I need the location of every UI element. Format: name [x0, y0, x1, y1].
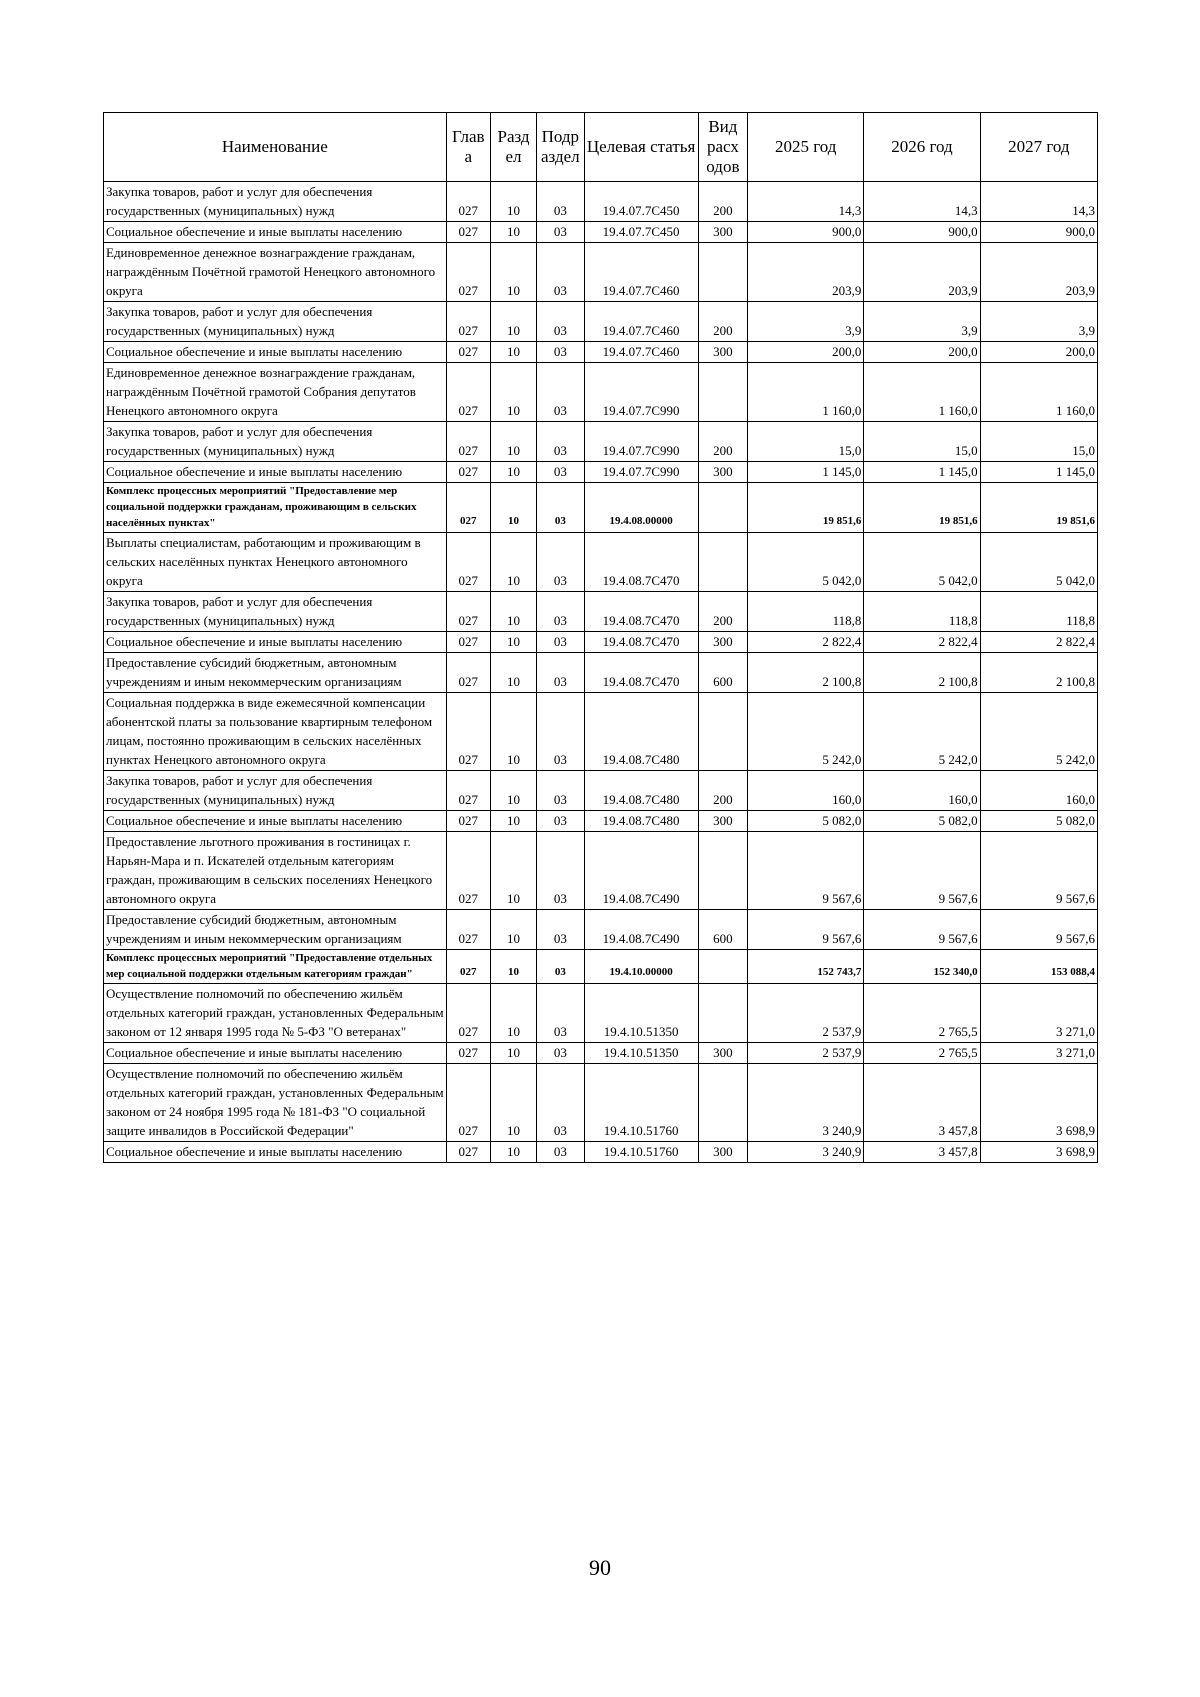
row-vid-cell: 600 — [698, 653, 747, 693]
row-name-cell: Социальное обеспечение и иные выплаты населению — [104, 342, 447, 363]
row-vid-cell — [698, 832, 747, 910]
row-vid-cell — [698, 693, 747, 771]
row-glava-cell: 027 — [446, 653, 490, 693]
row-vid-cell — [698, 483, 747, 533]
row-podrazdel-cell: 03 — [537, 632, 584, 653]
table-row — [104, 653, 1098, 693]
header-vid: Вид расх одов — [698, 113, 747, 182]
header-razdel: Разд ел — [490, 113, 536, 182]
row-2026-cell: 2 822,4 — [864, 632, 980, 653]
row-name-cell: Комплекс процессных мероприятий "Предоставление отдельных мер социальной поддержки отдельным категориям граждан" — [104, 950, 447, 984]
row-razdel-cell: 10 — [490, 653, 536, 693]
row-podrazdel-cell: 03 — [537, 182, 584, 222]
row-glava-cell: 027 — [446, 632, 490, 653]
row-name-cell: Осуществление полномочий по обеспечению жильём отдельных категорий граждан, установленных Федеральным законом от 12 января 1995 года № 5-ФЗ "О ветеранах" — [104, 984, 447, 1043]
row-glava-cell: 027 — [446, 693, 490, 771]
table-row — [104, 462, 1098, 483]
table-row-section — [104, 483, 1098, 533]
row-razdel-cell: 10 — [490, 462, 536, 483]
row-vid-cell: 300 — [698, 462, 747, 483]
row-glava-cell: 027 — [446, 422, 490, 462]
row-podrazdel-cell: 03 — [537, 1142, 584, 1163]
row-podrazdel-cell: 03 — [537, 984, 584, 1043]
row-glava-cell: 027 — [446, 771, 490, 811]
row-razdel-cell: 10 — [490, 632, 536, 653]
row-2027-cell: 118,8 — [980, 592, 1097, 632]
row-2025-cell: 118,8 — [748, 592, 864, 632]
row-2025-cell: 152 743,7 — [748, 950, 864, 984]
budget-table — [103, 112, 1098, 1163]
row-podrazdel-cell: 03 — [537, 693, 584, 771]
row-vid-cell: 300 — [698, 222, 747, 243]
row-target-cell: 19.4.08.7С470 — [584, 592, 698, 632]
row-2027-cell: 19 851,6 — [980, 483, 1097, 533]
row-target-cell: 19.4.08.7С490 — [584, 832, 698, 910]
table-row — [104, 243, 1098, 302]
row-glava-cell: 027 — [446, 342, 490, 363]
row-name-cell: Социальное обеспечение и иные выплаты населению — [104, 632, 447, 653]
row-target-cell: 19.4.07.7С990 — [584, 422, 698, 462]
row-2025-cell: 5 042,0 — [748, 533, 864, 592]
row-2025-cell: 14,3 — [748, 182, 864, 222]
row-2026-cell: 3 457,8 — [864, 1142, 980, 1163]
row-razdel-cell: 10 — [490, 222, 536, 243]
row-2025-cell: 203,9 — [748, 243, 864, 302]
row-target-cell: 19.4.07.7С990 — [584, 363, 698, 422]
row-glava-cell: 027 — [446, 984, 490, 1043]
row-2025-cell: 1 145,0 — [748, 462, 864, 483]
row-razdel-cell: 10 — [490, 811, 536, 832]
row-podrazdel-cell: 03 — [537, 222, 584, 243]
row-vid-cell: 300 — [698, 342, 747, 363]
row-2026-cell: 200,0 — [864, 342, 980, 363]
table-row — [104, 811, 1098, 832]
table-row — [104, 302, 1098, 342]
row-podrazdel-cell: 03 — [537, 462, 584, 483]
row-target-cell: 19.4.07.7С450 — [584, 182, 698, 222]
row-2027-cell: 3 698,9 — [980, 1064, 1097, 1142]
row-name-cell: Единовременное денежное вознаграждение гражданам, награждённым Почётной грамотой Ненецкого автономного округа — [104, 243, 447, 302]
table-row — [104, 422, 1098, 462]
row-2027-cell: 9 567,6 — [980, 832, 1097, 910]
row-2026-cell: 14,3 — [864, 182, 980, 222]
row-name-cell: Комплекс процессных мероприятий "Предоставление мер социальной поддержки гражданам, проживающим в сельских населённых пунктах" — [104, 483, 447, 533]
row-2026-cell: 160,0 — [864, 771, 980, 811]
row-2026-cell: 152 340,0 — [864, 950, 980, 984]
row-2026-cell: 1 145,0 — [864, 462, 980, 483]
row-glava-cell: 027 — [446, 363, 490, 422]
row-razdel-cell: 10 — [490, 243, 536, 302]
row-name-cell: Социальное обеспечение и иные выплаты населению — [104, 1142, 447, 1163]
row-podrazdel-cell: 03 — [537, 422, 584, 462]
row-2027-cell: 1 160,0 — [980, 363, 1097, 422]
row-2027-cell: 5 082,0 — [980, 811, 1097, 832]
row-glava-cell: 027 — [446, 182, 490, 222]
row-target-cell: 19.4.08.7С470 — [584, 653, 698, 693]
row-2026-cell: 118,8 — [864, 592, 980, 632]
page-number: 90 — [589, 1555, 611, 1580]
row-razdel-cell: 10 — [490, 363, 536, 422]
row-glava-cell: 027 — [446, 533, 490, 592]
row-name-cell: Закупка товаров, работ и услуг для обеспечения государственных (муниципальных) нужд — [104, 422, 447, 462]
row-2026-cell: 3 457,8 — [864, 1064, 980, 1142]
row-razdel-cell: 10 — [490, 1043, 536, 1064]
row-2025-cell: 9 567,6 — [748, 832, 864, 910]
table-row — [104, 533, 1098, 592]
row-razdel-cell: 10 — [490, 1064, 536, 1142]
row-2027-cell: 2 822,4 — [980, 632, 1097, 653]
row-2025-cell: 2 100,8 — [748, 653, 864, 693]
row-2027-cell: 203,9 — [980, 243, 1097, 302]
row-2026-cell: 900,0 — [864, 222, 980, 243]
header-2025: 2025 год — [748, 113, 864, 182]
row-razdel-cell: 10 — [490, 422, 536, 462]
header-podrazdel: Подр аздел — [537, 113, 584, 182]
row-2027-cell: 3,9 — [980, 302, 1097, 342]
table-row — [104, 910, 1098, 950]
table-row — [104, 1142, 1098, 1163]
row-razdel-cell: 10 — [490, 483, 536, 533]
row-name-cell: Предоставление льготного проживания в гостиницах г. Нарьян-Мара и п. Искателей отдельным категориям граждан, проживающим в сельских поселениях Ненецкого автономного округа — [104, 832, 447, 910]
row-razdel-cell: 10 — [490, 693, 536, 771]
row-name-cell: Социальное обеспечение и иные выплаты населению — [104, 462, 447, 483]
row-glava-cell: 027 — [446, 1142, 490, 1163]
row-vid-cell: 300 — [698, 632, 747, 653]
row-2027-cell: 5 242,0 — [980, 693, 1097, 771]
row-glava-cell: 027 — [446, 462, 490, 483]
row-name-cell: Социальное обеспечение и иные выплаты населению — [104, 811, 447, 832]
row-2025-cell: 15,0 — [748, 422, 864, 462]
row-2027-cell: 5 042,0 — [980, 533, 1097, 592]
table-row — [104, 771, 1098, 811]
row-target-cell: 19.4.07.7С460 — [584, 243, 698, 302]
row-target-cell: 19.4.10.00000 — [584, 950, 698, 984]
row-glava-cell: 027 — [446, 243, 490, 302]
header-target: Целевая статья — [584, 113, 698, 182]
row-2026-cell: 203,9 — [864, 243, 980, 302]
row-podrazdel-cell: 03 — [537, 771, 584, 811]
row-2026-cell: 1 160,0 — [864, 363, 980, 422]
row-2026-cell: 2 100,8 — [864, 653, 980, 693]
row-razdel-cell: 10 — [490, 832, 536, 910]
row-podrazdel-cell: 03 — [537, 811, 584, 832]
row-2027-cell: 900,0 — [980, 222, 1097, 243]
table-row — [104, 342, 1098, 363]
row-2025-cell: 9 567,6 — [748, 910, 864, 950]
row-name-cell: Социальное обеспечение и иные выплаты населению — [104, 1043, 447, 1064]
row-target-cell: 19.4.07.7С450 — [584, 222, 698, 243]
row-2025-cell: 3 240,9 — [748, 1064, 864, 1142]
row-vid-cell: 200 — [698, 592, 747, 632]
table-row — [104, 1043, 1098, 1064]
row-2027-cell: 15,0 — [980, 422, 1097, 462]
row-vid-cell — [698, 533, 747, 592]
row-glava-cell: 027 — [446, 302, 490, 342]
table-row — [104, 1064, 1098, 1142]
row-target-cell: 19.4.08.7С480 — [584, 811, 698, 832]
row-podrazdel-cell: 03 — [537, 243, 584, 302]
table-body — [104, 182, 1098, 1163]
row-podrazdel-cell: 03 — [537, 302, 584, 342]
header-glava: Глав а — [446, 113, 490, 182]
row-2026-cell: 15,0 — [864, 422, 980, 462]
row-target-cell: 19.4.07.7С460 — [584, 342, 698, 363]
row-2025-cell: 900,0 — [748, 222, 864, 243]
row-target-cell: 19.4.08.7С480 — [584, 693, 698, 771]
row-podrazdel-cell: 03 — [537, 363, 584, 422]
row-podrazdel-cell: 03 — [537, 1043, 584, 1064]
row-name-cell: Закупка товаров, работ и услуг для обеспечения государственных (муниципальных) нужд — [104, 182, 447, 222]
row-2026-cell: 9 567,6 — [864, 910, 980, 950]
header-2027: 2027 год — [980, 113, 1097, 182]
header-name: Наименование — [104, 113, 447, 182]
row-glava-cell: 027 — [446, 1043, 490, 1064]
row-target-cell: 19.4.10.51350 — [584, 1043, 698, 1064]
row-2027-cell: 153 088,4 — [980, 950, 1097, 984]
row-vid-cell: 300 — [698, 811, 747, 832]
row-razdel-cell: 10 — [490, 910, 536, 950]
row-vid-cell — [698, 363, 747, 422]
row-2025-cell: 5 242,0 — [748, 693, 864, 771]
row-razdel-cell: 10 — [490, 533, 536, 592]
row-target-cell: 19.4.07.7С460 — [584, 302, 698, 342]
row-vid-cell — [698, 984, 747, 1043]
row-podrazdel-cell: 03 — [537, 592, 584, 632]
row-glava-cell: 027 — [446, 1064, 490, 1142]
row-2027-cell: 3 698,9 — [980, 1142, 1097, 1163]
row-2027-cell: 14,3 — [980, 182, 1097, 222]
row-2026-cell: 2 765,5 — [864, 1043, 980, 1064]
row-name-cell: Единовременное денежное вознаграждение гражданам, награждённым Почётной грамотой Собрания депутатов Ненецкого автономного округа — [104, 363, 447, 422]
row-vid-cell — [698, 243, 747, 302]
row-target-cell: 19.4.08.7С470 — [584, 632, 698, 653]
row-razdel-cell: 10 — [490, 771, 536, 811]
table-row — [104, 832, 1098, 910]
row-2026-cell: 9 567,6 — [864, 832, 980, 910]
row-2025-cell: 200,0 — [748, 342, 864, 363]
row-razdel-cell: 10 — [490, 182, 536, 222]
row-target-cell: 19.4.08.7С470 — [584, 533, 698, 592]
table-row — [104, 984, 1098, 1043]
row-name-cell: Социальная поддержка в виде ежемесячной компенсации абонентской платы за пользование квартирным телефоном лицам, постоянно проживающим в сельских населённых пунктах Ненецкого автономного округа — [104, 693, 447, 771]
row-vid-cell — [698, 1064, 747, 1142]
row-name-cell: Социальное обеспечение и иные выплаты населению — [104, 222, 447, 243]
row-vid-cell: 200 — [698, 771, 747, 811]
row-razdel-cell: 10 — [490, 302, 536, 342]
row-podrazdel-cell: 03 — [537, 910, 584, 950]
row-podrazdel-cell: 03 — [537, 653, 584, 693]
table-row — [104, 222, 1098, 243]
row-razdel-cell: 10 — [490, 592, 536, 632]
row-name-cell: Закупка товаров, работ и услуг для обеспечения государственных (муниципальных) нужд — [104, 592, 447, 632]
row-2026-cell: 5 082,0 — [864, 811, 980, 832]
row-target-cell: 19.4.07.7С990 — [584, 462, 698, 483]
row-name-cell: Выплаты специалистам, работающим и проживающим в сельских населённых пунктах Ненецкого автономного округа — [104, 533, 447, 592]
row-2025-cell: 2 822,4 — [748, 632, 864, 653]
row-2025-cell: 160,0 — [748, 771, 864, 811]
table-row — [104, 592, 1098, 632]
table-header-row — [104, 113, 1098, 182]
row-2025-cell: 3 240,9 — [748, 1142, 864, 1163]
row-podrazdel-cell: 03 — [537, 483, 584, 533]
row-2027-cell: 9 567,6 — [980, 910, 1097, 950]
table-row-section — [104, 950, 1098, 984]
row-vid-cell: 300 — [698, 1142, 747, 1163]
row-vid-cell: 200 — [698, 302, 747, 342]
row-vid-cell: 200 — [698, 422, 747, 462]
row-glava-cell: 027 — [446, 592, 490, 632]
row-target-cell: 19.4.08.7С490 — [584, 910, 698, 950]
row-glava-cell: 027 — [446, 222, 490, 243]
row-target-cell: 19.4.08.7С480 — [584, 771, 698, 811]
row-glava-cell: 027 — [446, 483, 490, 533]
row-2025-cell: 3,9 — [748, 302, 864, 342]
row-target-cell: 19.4.10.51760 — [584, 1142, 698, 1163]
row-2027-cell: 200,0 — [980, 342, 1097, 363]
table-row — [104, 182, 1098, 222]
row-podrazdel-cell: 03 — [537, 342, 584, 363]
row-glava-cell: 027 — [446, 811, 490, 832]
row-2025-cell: 2 537,9 — [748, 984, 864, 1043]
row-2026-cell: 5 242,0 — [864, 693, 980, 771]
row-2025-cell: 19 851,6 — [748, 483, 864, 533]
row-name-cell: Осуществление полномочий по обеспечению жильём отдельных категорий граждан, установленных Федеральным законом от 24 ноября 1995 года № 181-ФЗ "О социальной защите инвалидов в Российской Федерации" — [104, 1064, 447, 1142]
row-name-cell: Предоставление субсидий бюджетным, автономным учреждениям и иным некоммерческим организациям — [104, 653, 447, 693]
table-row — [104, 693, 1098, 771]
row-vid-cell: 300 — [698, 1043, 747, 1064]
row-podrazdel-cell: 03 — [537, 832, 584, 910]
row-glava-cell: 027 — [446, 910, 490, 950]
row-podrazdel-cell: 03 — [537, 950, 584, 984]
row-2027-cell: 3 271,0 — [980, 1043, 1097, 1064]
row-name-cell: Закупка товаров, работ и услуг для обеспечения государственных (муниципальных) нужд — [104, 771, 447, 811]
row-2025-cell: 2 537,9 — [748, 1043, 864, 1064]
table-row — [104, 363, 1098, 422]
row-2026-cell: 2 765,5 — [864, 984, 980, 1043]
row-glava-cell: 027 — [446, 832, 490, 910]
row-2026-cell: 19 851,6 — [864, 483, 980, 533]
row-glava-cell: 027 — [446, 950, 490, 984]
row-target-cell: 19.4.10.51760 — [584, 1064, 698, 1142]
row-target-cell: 19.4.10.51350 — [584, 984, 698, 1043]
row-vid-cell: 600 — [698, 910, 747, 950]
row-podrazdel-cell: 03 — [537, 533, 584, 592]
header-2026: 2026 год — [864, 113, 980, 182]
row-2026-cell: 3,9 — [864, 302, 980, 342]
row-razdel-cell: 10 — [490, 950, 536, 984]
row-podrazdel-cell: 03 — [537, 1064, 584, 1142]
row-razdel-cell: 10 — [490, 342, 536, 363]
row-2025-cell: 1 160,0 — [748, 363, 864, 422]
row-target-cell: 19.4.08.00000 — [584, 483, 698, 533]
row-vid-cell — [698, 950, 747, 984]
row-vid-cell: 200 — [698, 182, 747, 222]
row-razdel-cell: 10 — [490, 1142, 536, 1163]
row-name-cell: Предоставление субсидий бюджетным, автономным учреждениям и иным некоммерческим организациям — [104, 910, 447, 950]
row-2027-cell: 2 100,8 — [980, 653, 1097, 693]
table-row — [104, 632, 1098, 653]
row-2027-cell: 160,0 — [980, 771, 1097, 811]
row-razdel-cell: 10 — [490, 984, 536, 1043]
row-2025-cell: 5 082,0 — [748, 811, 864, 832]
row-2027-cell: 1 145,0 — [980, 462, 1097, 483]
row-name-cell: Закупка товаров, работ и услуг для обеспечения государственных (муниципальных) нужд — [104, 302, 447, 342]
row-2026-cell: 5 042,0 — [864, 533, 980, 592]
row-2027-cell: 3 271,0 — [980, 984, 1097, 1043]
